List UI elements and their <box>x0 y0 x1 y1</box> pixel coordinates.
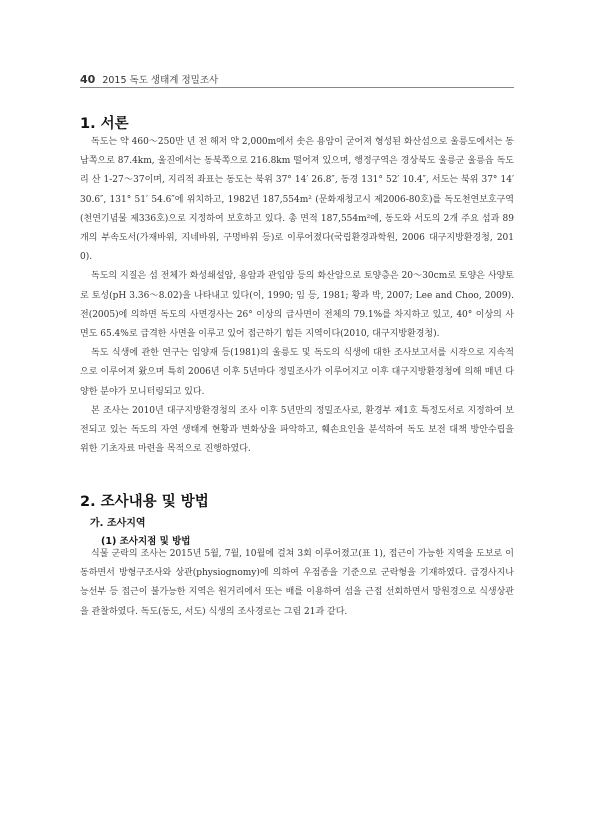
running-header <box>80 72 514 86</box>
section-1-paragraph: 독도 식생에 관한 연구는 임양재 등(1981)의 울릉도 및 독도의 식생에 대한 조사보고서를 시작으로 지속적으로 이루어져 왔으며 특히 2006년 이후 5년마다 정밀조사가 이루어지고 이후 대구지방환경청에 의해 매년 다양한 분야가 모니터링되고 있다. <box>80 348 514 397</box>
section-1-paragraph: 독도의 지질은 섬 전체가 화성쇄설암, 용암과 관입암 등의 화산암으로 토양층은 20～30cm로 토양은 사양토로 토성(pH 3.36～8.02)을 나타내고 있다(이, 1990; 임 등, 1981; 황과 박, 2007; Lee and Choo, 2009). 전(2005)에 의하면 독도의 사면경사는 26° 이상의 급사면이 전체의 79.1%를 차지하고 있고, 40° 이상의 사면도 65.4%로 급격한 사면을 이루고 있어 접근하기 힘든 지역이다(2010, 대구지방환경청). <box>80 271 514 340</box>
section-1-paragraph: 본 조사는 2010년 대구지방환경청의 조사 이후 5년만의 정밀조사로, 환경부 제1호 특정도서로 지정하여 보전되고 있는 독도의 자연 생태계 현황과 변화상을 파악하고, 훼손요인을 분석하여 독도 보전 대책 방안수립을 위한 기초자료 마련을 목적으로 진행하였다. <box>80 405 514 455</box>
section-1-body <box>80 133 514 459</box>
header-divider <box>80 87 514 88</box>
subsection-heading: 가. 조사지역 <box>90 518 146 529</box>
section-1-paragraph: 독도는 약 460～250만 년 전 해저 약 2,000m에서 솟은 용암이 굳어져 형성된 화산섬으로 울릉도에서는 동남쪽으로 87.4km, 울진에서는 동북쪽으로 216.8km 떨어져 있으며, 행정구역은 경상북도 울릉군 울릉읍 독도리 산 1-27～37이며, 지리적 좌표는 동도는 북위 37° 14′ 26.8″, 동경 131° 52′ 10.4″, 서도는 북위 37° 14′ 30.6″, 131° 51′ 54.6″에 위치하고, 1982년 187,554m² (문화재청고시 제2006-80호)를 독도천연보호구역(천연기념물 제336호)으로 지정하여 보호하고 있다. 총 면적 187,554m²에, 동도와 서도의 2개 주요 섬과 89개의 부속도서(가재바위, 지네바위, 구멍바위 등)로 이루어졌다(국립환경과학원, 2006 대구지방환경청, 2010). <box>80 137 514 263</box>
section-2-heading: 2. 조사내용 및 방법 <box>80 494 209 510</box>
section-1-heading: 1. 서론 <box>80 116 129 132</box>
section-2-paragraph: 식물 군락의 조사는 2015년 5월, 7월, 10월에 걸쳐 3회 이루어졌고(표 1), 접근이 가능한 지역을 도보로 이동하면서 방형구조사와 상관(physiognomy)에 의하여 우점종을 기준으로 군락형을 기재하였다. 급경사지나 능선부 등 접근이 불가능한 지역은 원거리에서 또는 배를 이용하여 섬을 근접 선회하면서 망원경으로 식생상관을 관찰하였다. 독도(동도, 서도) 식생의 조사경로는 그림 21과 같다. <box>80 549 514 617</box>
running-title: 2015 독도 생태계 정밀조사 <box>102 75 219 86</box>
section-2-body <box>80 545 514 622</box>
sub-subsection-heading: (1) 조사지점 및 방법 <box>101 536 191 547</box>
page-number: 40 <box>80 73 96 86</box>
